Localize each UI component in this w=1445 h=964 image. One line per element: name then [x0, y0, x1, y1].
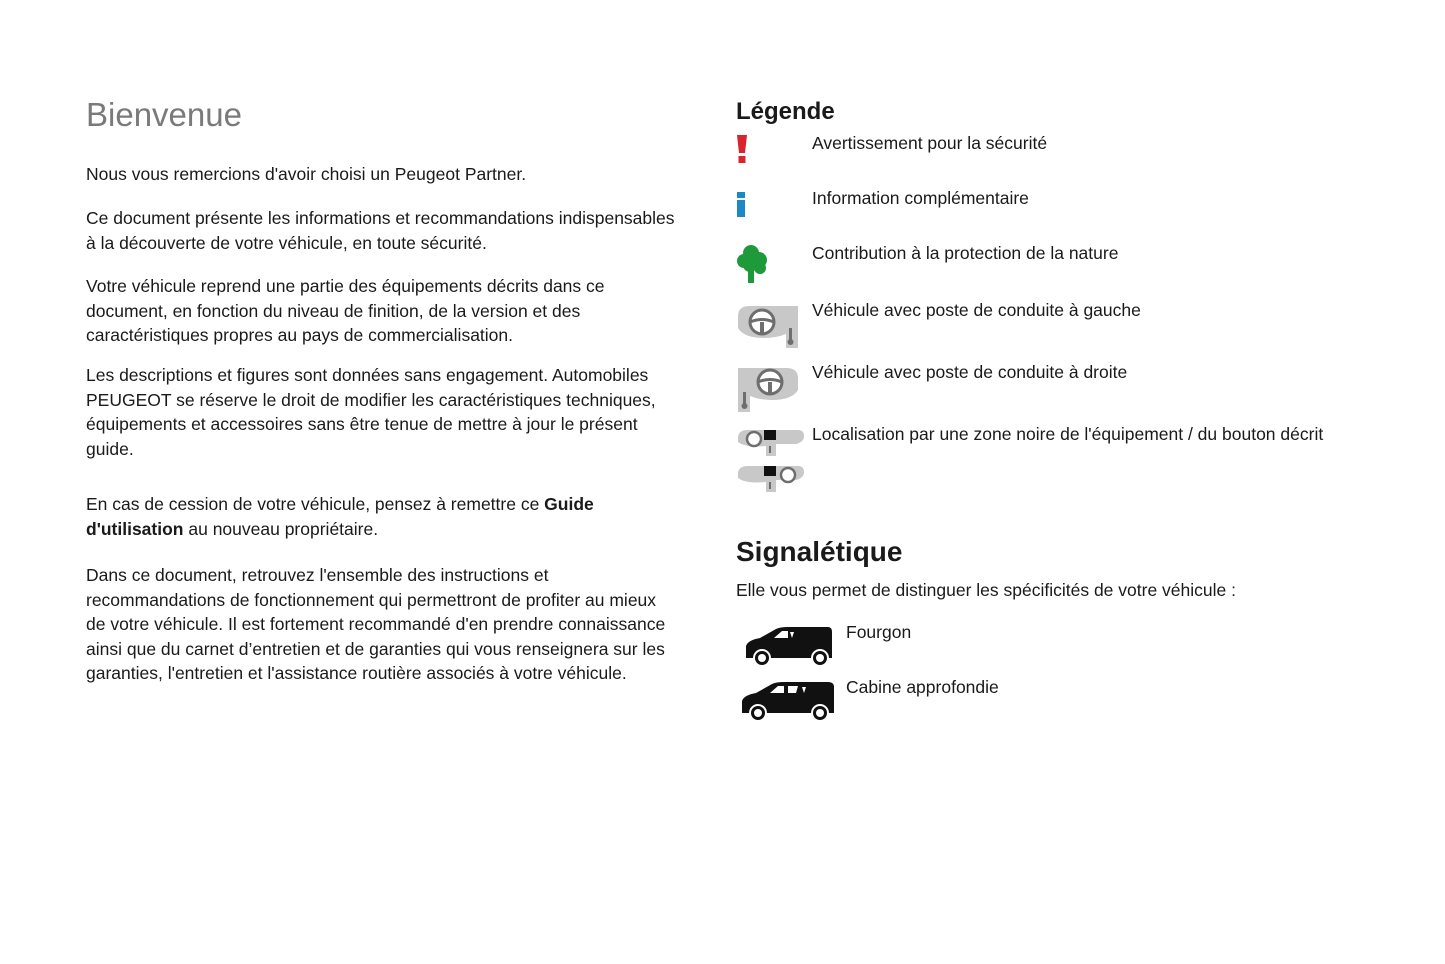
right-hand-drive-icon: [736, 360, 800, 421]
legend-label: Avertissement pour la sécurité: [812, 133, 1048, 153]
legend-label: Contribution à la protection de la nature: [812, 243, 1119, 263]
paragraph-resale: [86, 492, 676, 541]
legend-label: Information complémentaire: [812, 188, 1029, 208]
crew-cab-van-icon: [736, 675, 836, 730]
left-hand-drive-icon: [736, 298, 800, 359]
legend-label: Véhicule avec poste de conduite à gauche: [812, 300, 1141, 320]
paragraph-instructions: Dans ce document, retrouvez l'ensemble des instructions et recommandations de fonctionnement qui permettront de profiter au mieux de votre véhicule. Il est fortement recommandé d'en prendre connaissance ainsi que du carnet d’entretien et de garanties qui vous renseignera sur les garanties, l'entretien et l'assistance routière associés à votre véhicule.: [86, 565, 666, 683]
legend-heading: Légende: [736, 98, 835, 125]
page-title: Bienvenue: [86, 96, 242, 133]
paragraph-disclaimer: Les descriptions et figures sont données sans engagement. Automobiles PEUGEOT se réserve le droit de modifier les caractéristiques techniques, équipements et accessoires sans être tenue de mettre à jour le présent guide.: [86, 365, 656, 459]
signaletique-intro: Elle vous permet de distinguer les spécificités de votre véhicule :: [736, 580, 1236, 600]
location-zone-icon: [736, 422, 806, 503]
exclamation-icon: [736, 131, 750, 170]
resale-text-end: au nouveau propriétaire.: [183, 518, 379, 539]
vehicle-label: Fourgon: [846, 622, 912, 642]
legend-label: Localisation par une zone noire de l'équipement / du bouton décrit: [812, 424, 1324, 444]
signaletique-heading: Signalétique: [736, 536, 903, 567]
paragraph-document-purpose: Ce document présente les informations et recommandations indispensables à la découverte de votre véhicule, en toute sécurité.: [86, 208, 675, 253]
paragraph-equipment: Votre véhicule reprend une partie des équipements décrits dans ce document, en fonction du niveau de finition, de la version et des caractéristiques propres au pays de commercialisation.: [86, 276, 605, 345]
legend-label: Véhicule avec poste de conduite à droite: [812, 362, 1128, 382]
vehicle-label: Cabine approfondie: [846, 677, 999, 697]
resale-text-start: En cas de cession de votre véhicule, pensez à remettre ce: [86, 494, 545, 514]
van-icon: [736, 620, 836, 675]
paragraph-thanks: Nous vous remercions d'avoir choisi un Peugeot Partner.: [86, 164, 527, 184]
info-icon: [736, 186, 750, 225]
guide-name: Guide d'utilisation: [86, 494, 594, 539]
tree-icon: [736, 241, 770, 290]
